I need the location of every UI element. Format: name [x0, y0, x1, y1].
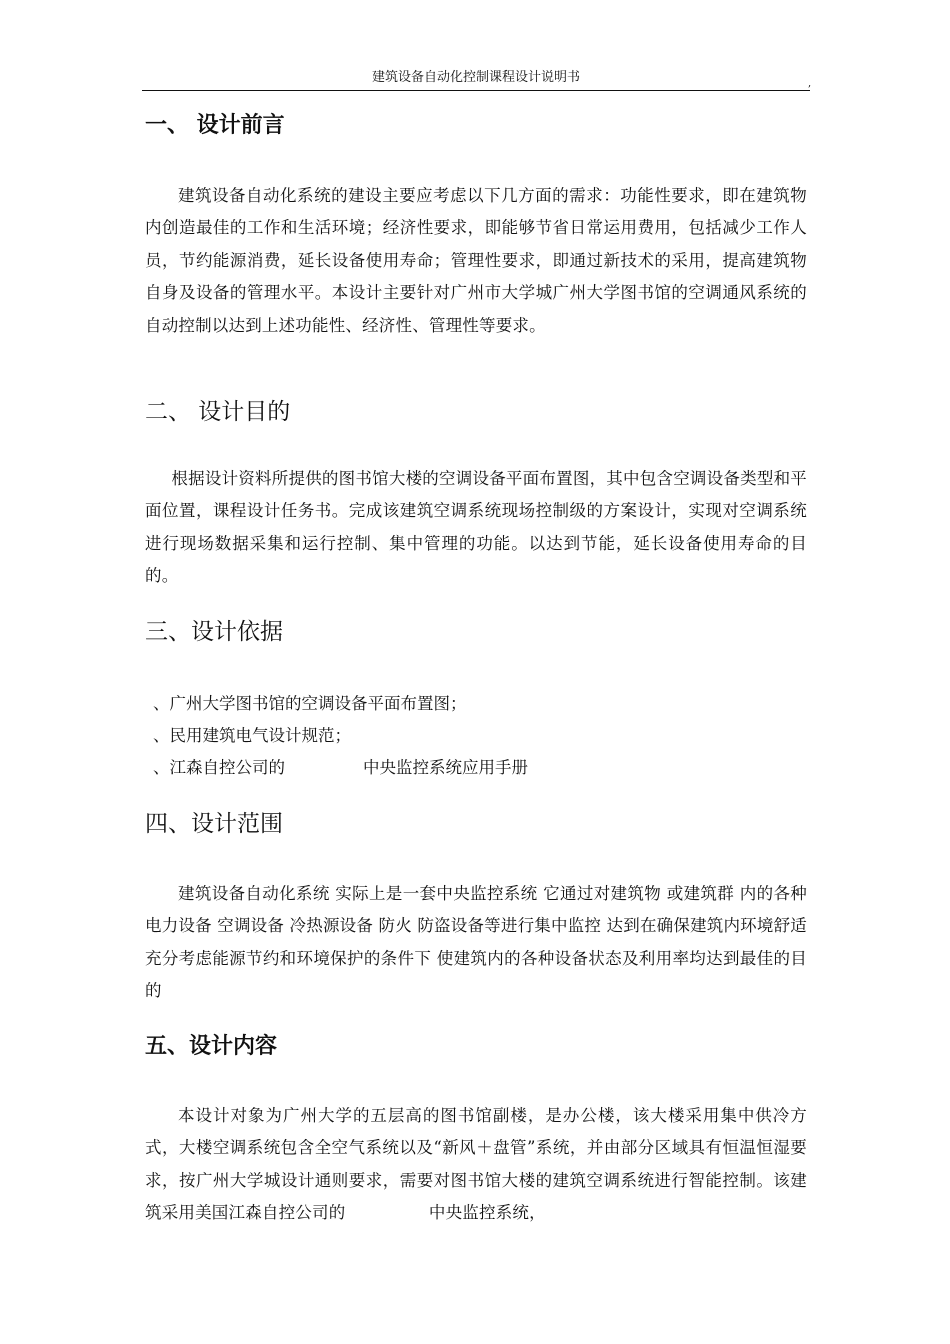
section-text-preface: 建筑设备自动化系统的建设主要应考虑以下几方面的需求：功能性要求，即在建筑物内创造最佳的工作和生活环境；经济性要求，即能够节省日常运用费用，包括减少工作人员，节约能源消费，延长设备使用寿命；管理性要求，即通过新技术的采用，提高建筑物自身及设备的管理水平。本设计主要针对广州市大学城广州大学图书馆的空调通风系统的自动控制以达到上述功能性、经济性、管理性等要求。	[145, 186, 807, 335]
reference-item-part: 、江森自控公司的	[153, 758, 285, 777]
section-text-content: 本设计对象为广州大学的五层高的图书馆副楼，是办公楼，该大楼采用集中供冷方式，大楼空调系统包含全空气系统以及“新风＋盘管”系统，并由部分区域具有恒温恒湿要求，按广州大学城设计通则要求，需要对图书馆大楼的建筑空调系统进行智能控制。该建筑采用美国江森自控公司的 中央监控系统，	[145, 1106, 807, 1223]
reference-item	[153, 756, 528, 780]
section-heading-content: 五、设计内容	[145, 1034, 278, 1059]
reference-item: 、民用建筑电气设计规范；	[153, 726, 351, 745]
section-heading-preface: 一、 设计前言	[145, 113, 285, 138]
section-text-scope: 建筑设备自动化系统 实际上是一套中央监控系统 它通过对建筑物 或建筑群 内的各种电力设备 空调设备 冷热源设备 防火 防盗设备等进行集中监控 达到在确保建筑内环境舒适 充分考虑能源节约和环境保护的条件下 使建筑内的各种设备状态及利用率均达到最佳的目的	[145, 884, 807, 1001]
section-text-purpose: 根据设计资料所提供的图书馆大楼的空调设备平面布置图，其中包含空调设备类型和平面位置，课程设计任务书。完成该建筑空调系统现场控制级的方案设计，实现对空调系统进行现场数据采集和运行控制、集中管理的功能。以达到节能，延长设备使用寿命的目的。	[145, 469, 807, 586]
header-title: 建筑设备自动化控制课程设计说明书	[371, 70, 580, 85]
section-heading-scope: 四、设计范围	[145, 811, 283, 837]
section-heading-basis: 三、设计依据	[145, 619, 283, 645]
reference-item: 、广州大学图书馆的空调设备平面布置图；	[153, 694, 467, 713]
section-heading-purpose: 二、 设计目的	[145, 399, 291, 425]
header-mark: ,	[808, 78, 812, 89]
reference-item-part: 中央监控系统应用手册	[363, 758, 528, 777]
page-header	[142, 68, 810, 91]
